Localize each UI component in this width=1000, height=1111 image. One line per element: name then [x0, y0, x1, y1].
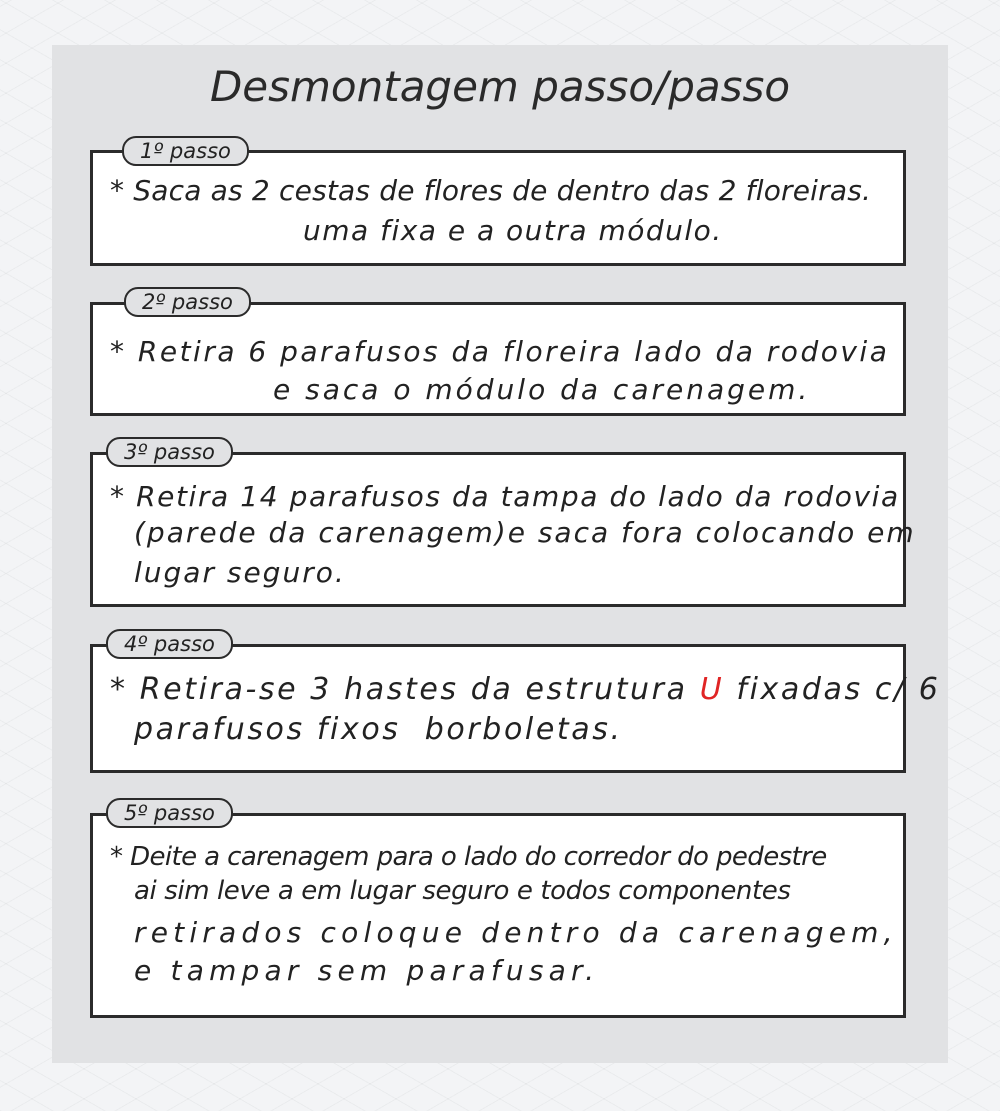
step-3-line-2: (parede da carenagem)e saca fora colocando em: [134, 516, 916, 549]
step-5-line-2: ai sim leve a em lugar seguro e todos componentes: [134, 876, 791, 906]
step-1-line-1: * Saca as 2 cestas de flores de dentro das 2 floreiras.: [110, 174, 872, 207]
step-4-text-after: fixadas c/ 6: [724, 672, 941, 707]
step-4-highlight-u: U: [699, 672, 725, 707]
step-4-tag: 4º passo: [106, 629, 233, 659]
step-1-box: [90, 150, 906, 266]
step-4-line-2: parafusos fixos borboletas.: [134, 712, 623, 747]
step-2-line-1: * Retira 6 parafusos da floreira lado da rodovia: [110, 335, 890, 368]
step-4-line-1: [110, 672, 941, 707]
step-5-line-4: e tampar sem parafusar.: [134, 954, 600, 987]
step-5-line-3: retirados coloque dentro da carenagem,: [134, 916, 898, 949]
step-4-box: [90, 644, 906, 773]
step-1-tag: 1º passo: [122, 136, 249, 166]
step-1-line-2: uma fixa e a outra módulo.: [303, 214, 723, 247]
step-3-line-1: * Retira 14 parafusos da tampa do lado da rodovia: [110, 480, 900, 513]
step-4-text-before: * Retira-se 3 hastes da estrutura: [110, 672, 700, 707]
page-title: Desmontagem passo/passo: [209, 62, 791, 111]
step-2-line-2: e saca o módulo da carenagem.: [273, 373, 811, 406]
step-5-tag: 5º passo: [106, 798, 233, 828]
step-3-line-3: lugar seguro.: [134, 556, 346, 589]
step-2-tag: 2º passo: [124, 287, 251, 317]
step-5-line-1: * Deite a carenagem para o lado do corredor do pedestre: [110, 842, 827, 872]
step-3-tag: 3º passo: [106, 437, 233, 467]
